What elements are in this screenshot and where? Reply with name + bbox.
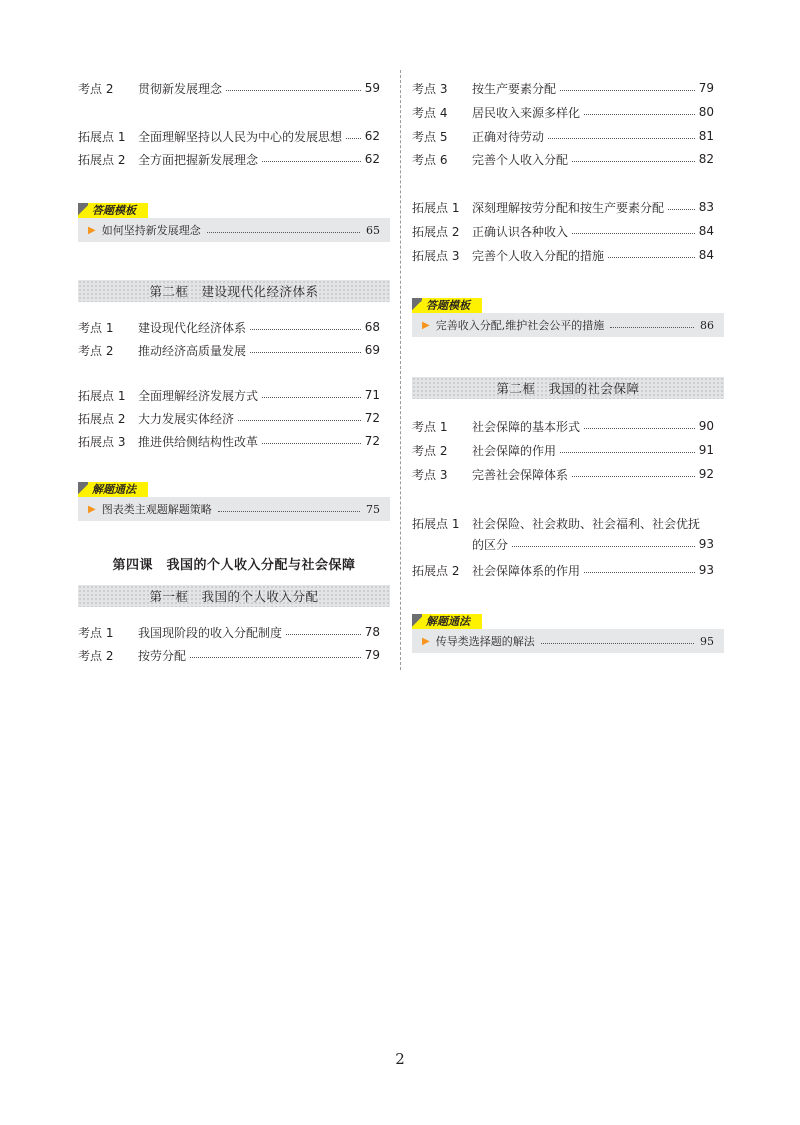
section-tag: 答题模板	[78, 203, 148, 218]
entry-title: 完善收入分配,维护社会公平的措施	[435, 319, 605, 332]
page-number: 2	[395, 1050, 405, 1068]
entry-page: 84	[698, 224, 714, 238]
dot-leader	[608, 257, 695, 258]
entry-label: 拓展点 3	[412, 248, 460, 263]
entry-label: 考点 4	[412, 105, 448, 120]
toc-entry[interactable]	[78, 316, 380, 338]
solution-method-box[interactable]	[78, 482, 390, 522]
dot-leader	[250, 352, 361, 353]
entry-page: 90	[698, 419, 714, 433]
entry-page: 68	[364, 320, 380, 334]
toc-entry[interactable]	[412, 415, 714, 437]
dot-leader	[286, 634, 361, 635]
toc-entry[interactable]	[78, 339, 380, 361]
dot-leader	[250, 329, 361, 330]
lesson-title: 第四课 我国的个人收入分配与社会保障	[112, 558, 356, 573]
entry-label: 考点 2	[78, 648, 114, 663]
toc-entry[interactable]	[412, 244, 714, 266]
entry-title: 推动经济高质量发展	[138, 343, 247, 358]
entry-page: 92	[698, 467, 714, 481]
entry-page: 62	[364, 152, 380, 166]
triangle-arrow-icon: ▶	[88, 224, 96, 236]
dot-leader	[584, 428, 695, 429]
dot-leader	[572, 161, 695, 162]
dot-leader	[560, 90, 695, 91]
toc-entry[interactable]	[412, 148, 714, 170]
entry-page: 80	[698, 105, 714, 119]
entry-title: 社会保险、社会救助、社会福利、社会优抚	[472, 517, 701, 531]
dot-leader	[572, 476, 695, 477]
entry-page: 79	[364, 648, 380, 662]
entry-title: 全面理解经济发展方式	[138, 388, 259, 403]
entry-label: 拓展点 1	[412, 517, 460, 531]
toc-entry[interactable]	[412, 125, 714, 147]
dot-leader	[190, 657, 361, 658]
entry-title: 如何坚持新发展理念	[101, 224, 201, 237]
dot-leader	[584, 572, 695, 573]
entry-page: 93	[698, 537, 714, 551]
entry-page: 59	[364, 81, 380, 95]
toc-entry[interactable]	[78, 644, 380, 666]
entry-label: 考点 2	[412, 443, 448, 458]
entry-title: 建设现代化经济体系	[138, 320, 247, 335]
toc-entry[interactable]	[78, 148, 380, 170]
dot-leader	[207, 232, 360, 233]
entry-title: 按劳分配	[138, 648, 187, 663]
entry-title: 传导类选择题的解法	[435, 635, 535, 648]
entry-label: 拓展点 2	[78, 152, 126, 167]
entry-title: 正确对待劳动	[472, 129, 545, 144]
dot-leader	[262, 397, 361, 398]
toc-entry[interactable]	[78, 430, 380, 452]
dot-leader	[541, 643, 694, 644]
answer-template-box[interactable]	[412, 298, 724, 338]
entry-label: 考点 2	[78, 81, 114, 96]
toc-entry[interactable]	[412, 77, 714, 99]
entry-label: 考点 1	[78, 625, 114, 640]
toc-entry[interactable]	[412, 514, 714, 554]
section-header: 第一框 我国的个人收入分配	[78, 585, 390, 607]
toc-entry[interactable]	[78, 125, 380, 147]
triangle-arrow-icon: ▶	[422, 319, 430, 331]
entry-label: 拓展点 3	[78, 434, 126, 449]
entry-label: 考点 1	[78, 320, 114, 335]
entry-page: 84	[698, 248, 714, 262]
dot-leader	[610, 327, 694, 328]
entry-label: 拓展点 2	[412, 563, 460, 578]
entry-title: 大力发展实体经济	[138, 411, 235, 426]
entry-label: 拓展点 1	[412, 200, 460, 215]
entry-title: 我国现阶段的收入分配制度	[138, 625, 283, 640]
dot-leader	[238, 420, 361, 421]
entry-page: 79	[698, 81, 714, 95]
dot-leader	[226, 90, 361, 91]
toc-entry[interactable]	[412, 101, 714, 123]
dot-leader	[548, 138, 695, 139]
tag-entry[interactable]	[78, 218, 390, 242]
section-tag: 解题通法	[78, 482, 148, 497]
entry-title: 全面理解坚持以人民为中心的发展思想	[138, 129, 343, 144]
entry-page: 78	[364, 625, 380, 639]
entry-title: 完善个人收入分配	[472, 152, 569, 167]
entry-page: 86	[700, 318, 714, 332]
section-header: 第二框 建设现代化经济体系	[78, 280, 390, 302]
tag-entry[interactable]	[412, 629, 724, 653]
section-tag: 答题模板	[412, 298, 482, 313]
tag-entry[interactable]	[412, 313, 724, 337]
entry-page: 83	[698, 200, 714, 214]
entry-label: 拓展点 1	[78, 388, 126, 403]
entry-title: 正确认识各种收入	[472, 224, 569, 239]
entry-title: 图表类主观题解题策略	[101, 503, 212, 516]
entry-title: 全方面把握新发展理念	[138, 152, 259, 167]
toc-entry[interactable]	[412, 196, 714, 218]
entry-title: 深刻理解按劳分配和按生产要素分配	[472, 200, 665, 215]
entry-page: 93	[698, 563, 714, 577]
dot-leader	[346, 138, 361, 139]
answer-template-box[interactable]	[78, 203, 390, 243]
entry-label: 考点 3	[412, 467, 448, 482]
entry-label: 考点 3	[412, 81, 448, 96]
toc-entry[interactable]	[78, 77, 380, 99]
entry-title: 居民收入来源多样化	[472, 105, 581, 120]
section-tag: 解题通法	[412, 614, 482, 629]
triangle-arrow-icon: ▶	[422, 635, 430, 647]
entry-page: 62	[364, 129, 380, 143]
toc-entry[interactable]	[78, 384, 380, 406]
entry-page: 72	[364, 411, 380, 425]
dot-leader	[584, 114, 695, 115]
entry-page: 69	[364, 343, 380, 357]
entry-title: 按生产要素分配	[472, 81, 557, 96]
toc-entry[interactable]	[412, 463, 714, 485]
entry-page: 72	[364, 434, 380, 448]
toc-entry[interactable]	[412, 220, 714, 242]
dot-leader	[218, 511, 360, 512]
dot-leader	[668, 209, 695, 210]
entry-title-continued: 的区分	[472, 537, 509, 552]
toc-entry[interactable]	[412, 559, 714, 581]
entry-label: 考点 5	[412, 129, 448, 144]
entry-label: 拓展点 2	[78, 411, 126, 426]
toc-entry[interactable]	[78, 621, 380, 643]
entry-label: 考点 6	[412, 152, 448, 167]
triangle-arrow-icon: ▶	[88, 503, 96, 515]
entry-label: 拓展点 1	[78, 129, 126, 144]
dot-leader	[572, 233, 695, 234]
entry-title: 贯彻新发展理念	[138, 81, 223, 96]
dot-leader	[560, 452, 695, 453]
entry-title: 社会保障体系的作用	[472, 563, 581, 578]
entry-title: 社会保障的基本形式	[472, 419, 581, 434]
entry-title: 社会保障的作用	[472, 443, 557, 458]
entry-title: 推进供给侧结构性改革	[138, 434, 259, 449]
entry-page: 82	[698, 152, 714, 166]
entry-label: 拓展点 2	[412, 224, 460, 239]
entry-label: 考点 1	[412, 419, 448, 434]
entry-page: 71	[364, 388, 380, 402]
entry-page: 81	[698, 129, 714, 143]
entry-label: 考点 2	[78, 343, 114, 358]
dot-leader	[512, 546, 695, 547]
entry-title: 完善个人收入分配的措施	[472, 248, 605, 263]
tag-entry[interactable]	[78, 497, 390, 521]
dot-leader	[262, 443, 361, 444]
section-header: 第二框 我国的社会保障	[412, 377, 724, 399]
entry-page: 95	[700, 634, 714, 648]
dot-leader	[262, 161, 361, 162]
toc-entry[interactable]	[78, 407, 380, 429]
entry-page: 75	[366, 502, 380, 516]
entry-title-block	[472, 514, 714, 554]
entry-page: 91	[698, 443, 714, 457]
entry-title: 完善社会保障体系	[472, 467, 569, 482]
toc-entry[interactable]	[412, 439, 714, 461]
column-divider	[400, 70, 401, 670]
solution-method-box[interactable]	[412, 614, 724, 654]
entry-page: 65	[366, 223, 380, 237]
